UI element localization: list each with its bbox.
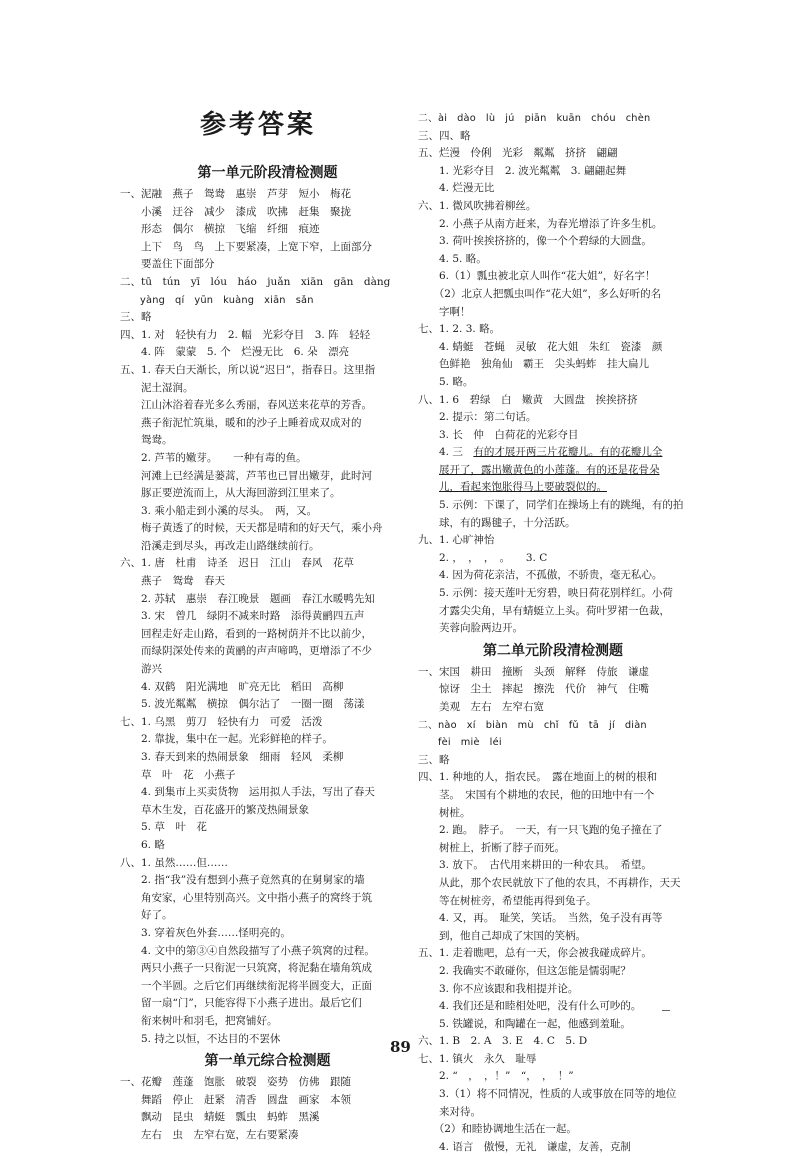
answer-line: 飘动 昆虫 蜻蜓 瓢虫 蚂蚱 黑溪	[120, 1111, 320, 1124]
answer-line: 一、花瓣 莲蓬 饱胀 破裂 姿势 仿佛 跟随	[120, 1076, 351, 1089]
answer-line-prefix	[418, 464, 439, 476]
answer-line: 八、1. 虽然……但……	[120, 856, 228, 869]
answer-line: 燕子 鸳鸯 春天	[120, 575, 225, 588]
answer-line: 字啊！	[418, 305, 471, 318]
answer-line: 3. 放下。 古代用来耕田的一种农具。 希望。	[418, 859, 652, 872]
answer-line: 4. 又，再。 耻笑，笑话。 当然，兔子没有再等	[418, 912, 663, 925]
left-column	[120, 160, 405, 1144]
answer-line: 4. 语言 傲慢，无礼 谦虚，友善，克制	[418, 1140, 631, 1153]
answer-line: 二、tū tún yī lóu háo juǎn xiān gān dàng	[120, 275, 391, 288]
answer-line: 草 叶 花 小燕子	[120, 768, 236, 781]
answer-line-prefix: 4. 三	[418, 446, 474, 459]
answer-line: 惊讶 尘土 摔起 擦洗 代价 神气 住嘴	[418, 683, 649, 696]
answer-line: 形态 偶尔 横掠 飞缩 纤细 痕迹	[120, 223, 320, 236]
answer-line: 4. 我们还是和睦相处吧，没有什么可吵的。	[418, 1000, 642, 1013]
answer-line: 一个半圆。之后它们再继续衔泥将半圆变大，正面	[120, 979, 372, 992]
answer-line: 4. 蜻蜓 苍蝇 灵敏 花大姐 朱红 瓷漆 颜	[418, 340, 663, 353]
answer-line: 一、宋国 耕田 撞断 头颈 解释 侍旅 谦虚	[418, 665, 649, 678]
answer-line: 好了。	[120, 909, 173, 922]
main-title: 参考答案	[200, 110, 317, 140]
answer-line: 衔来树叶和羽毛，把窝铺好。	[120, 1014, 278, 1027]
answer-line: 球，有的踢毽子，十分活跃。	[418, 516, 576, 529]
answer-line: 5. 略。	[418, 375, 474, 388]
answer-line: 梅子黄透了的时候，天天都是晴和的好天气，乘小舟	[120, 522, 383, 535]
section-heading: 第一单元综合检测题	[204, 1053, 331, 1070]
answer-line: 草木生发，百花盛开的繁茂热闹景象	[120, 803, 309, 816]
answer-line: 2. 苏轼 惠崇 春江晚景 题画 春江水暖鸭先知	[120, 592, 375, 605]
answer-line: 等在树桩旁，希望能再得到兔子。	[418, 894, 597, 907]
answer-line: 美观 左右 左窄右宽	[418, 701, 544, 713]
answer-line: 而绿阴深处传来的黄鹂的声声啼鸣，更增添了不少	[120, 645, 372, 658]
answer-line: 2. 我确实不敢碰你，但这怎能是懦弱呢？	[418, 964, 631, 977]
answer-line: 三、四、略	[418, 129, 471, 142]
answer-line: 3. 春天到来的热闹景象 细雨 轻风 柔柳	[120, 751, 344, 763]
answer-line: 5. 草 叶 花	[120, 821, 207, 834]
underlined-text: 有的才展开两三片花瓣儿。有的花瓣儿全	[473, 446, 663, 459]
answer-line: 一、泥融 燕子 鸳鸯 惠崇 芦芽 短小 梅花	[120, 188, 351, 200]
answer-line: 七、1. 2. 3. 略。	[418, 323, 501, 336]
answer-line: 2. 芦苇的嫩芽。 一种有毒的鱼。	[120, 451, 307, 464]
answer-line: 2. 靠拢，集中在一起。光彩鲜艳的样子。	[120, 733, 333, 746]
underlined-text: 展开了，露出嫩黄色的小莲蓬。有的还是花骨朵	[439, 463, 660, 476]
answer-line: 六、1. 微风吹拂着柳丝。	[418, 199, 537, 212]
answer-line: 六、1. B 2. A 3. E 4. C 5. D	[418, 1035, 588, 1048]
underlined-text: 儿，看起来饱胀得马上要破裂似的。	[439, 481, 607, 494]
answer-line: 五、1. 走着瞧吧，总有一天，你会被我碰成碎片。	[418, 947, 652, 960]
answer-line: 5. 示例：接天莲叶无穷碧，映日荷花别样红。小荷	[418, 587, 673, 600]
page-number: 89	[390, 1038, 411, 1056]
answer-line: 燕子衔泥忙筑巢，暖和的沙子上睡着成双成对的	[120, 416, 362, 429]
answer-line: 从此，那个农民就放下了他的农具，不再耕作，天天	[418, 876, 681, 889]
answer-line: 两只小燕子一只衔泥一只筑窝，将泥黏在墙角筑成	[120, 962, 372, 975]
answer-line: 2. 指“我”没有想到小燕子竟然真的在舅舅家的墙	[120, 874, 365, 887]
answer-line: 要盖住下面部分	[120, 258, 215, 271]
answer-line-prefix	[418, 481, 439, 493]
answer-line: 鸳鸯。	[120, 434, 173, 447]
answer-line: 3. 你不应该跟和我相提并论。	[418, 982, 579, 995]
answer-line: 4. 双鹤 阳光满地 旷亮无比 稻田 高柳	[120, 680, 344, 693]
answer-line: 4. 文中的第③④自然段描写了小燕子筑窝的过程。	[120, 944, 375, 957]
answer-line: 八、1. 6 碧绿 白 嫩黄 大圆盘 挨挨挤挤	[418, 393, 638, 406]
answer-line: 舞蹈 停止 赶紧 清香 圆盘 画家 本领	[120, 1093, 351, 1106]
margin-mark	[662, 1010, 670, 1011]
answer-line: 3.（1）将不同情况，性质的人或事放在同等的地位	[418, 1088, 677, 1101]
answer-line: 河滩上已经满是蒌蒿，芦苇也已冒出嫩芽，此时河	[120, 469, 372, 482]
answer-line: 5. 波光粼粼 横掠 偶尔沾了 一圈一圈 荡漾	[120, 698, 365, 711]
answer-line: 树桩上，折断了脖子而死。	[418, 841, 565, 854]
answer-line: 豚正要逆流而上，从大海回游到江里来了。	[120, 487, 341, 500]
answer-line-underlined	[418, 462, 688, 480]
answer-line: 5. 持之以恒，不达目的不罢休	[120, 1032, 281, 1045]
pinyin-line: 二、nào xí biàn mù chǐ fǔ tā jí diàn	[418, 719, 647, 731]
answer-line: 四、1. 对 轻快有力 2. 幅 光彩夺目 3. 阵 轻轻	[120, 328, 371, 341]
answer-line: 4. 阵 蒙蒙 5. 个 烂漫无比 6. 朵 漂亮	[120, 346, 350, 359]
answer-line: 3. 荷叶挨挨挤挤的，像一个个碧绿的大圆盘。	[418, 235, 652, 248]
answer-line: 小溪 迂谷 减少 漆成 吹拂 赶集 聚拢	[120, 205, 351, 218]
answer-line: 2. ， ， ， 。 3. C	[418, 551, 548, 564]
answer-line: （2）和睦协调地生活在一起。	[418, 1123, 577, 1136]
answer-line: 4. 烂漫无比	[418, 182, 495, 195]
answer-line: 五、1. 春天白天渐长，所以说“迟日”，指春日。这里指	[120, 363, 376, 376]
answer-line: 江山沐浴着春光多么秀丽，春风送来花草的芳香。	[120, 399, 372, 412]
answer-line: 留一扇“门”，只能容得下小燕子进出。最后它们	[120, 997, 362, 1010]
answer-line: 4. 到集市上买卖货物 运用拟人手法，写出了春天	[120, 786, 375, 799]
answer-line: （2）北京人把瓢虫叫作“花大姐”，多么好听的名	[418, 287, 662, 300]
section-heading: 第二单元阶段清检测题	[483, 642, 623, 659]
answer-line: 回程走好走山路，看到的一路树荫并不比以前少，	[120, 627, 372, 640]
answer-line: 5. 示例：下课了，同学们在操场上有的跳绳，有的拍	[418, 499, 684, 512]
answer-line: 到，他自己却成了宋国的笑柄。	[418, 929, 586, 942]
answer-line: 2. 小燕子从南方赶来，为春光增添了许多生机。	[418, 217, 663, 230]
answer-line-underlined	[418, 444, 688, 462]
answer-line: 五、烂漫 伶俐 光彩 粼粼 挤挤 翩翩	[418, 147, 618, 160]
answer-line: 3. 宋 曾几 绿阴不减来时路 添得黄鹂四五声	[120, 610, 365, 623]
answer-line: 2. 跑。 脖子。 一天，有一只飞跑的兔子撞在了	[418, 824, 663, 837]
answer-line: 六、1. 唐 杜甫 诗圣 迟日 江山 春风 花草	[120, 557, 354, 570]
answer-line: 3. 穿着灰色外套……怪明亮的。	[120, 926, 291, 939]
answer-line: 三、略	[120, 311, 152, 324]
answer-line: 5. 铁罐说，和陶罐在一起，他感到羞耻。	[418, 1017, 631, 1030]
answer-line: 三、略	[418, 753, 450, 766]
answer-line: 游兴	[120, 663, 162, 676]
answer-line: 6.（1）瓢虫被北京人叫作“花大姐”，好名字！	[418, 270, 656, 283]
answer-line: 芙蓉向脸两边开。	[418, 622, 523, 635]
answer-line: 七、1. 镇火 永久 耻辱	[418, 1052, 537, 1065]
answer-line: 色鲜艳 独角仙 霸王 尖头蚂蚱 挂大扁儿	[418, 358, 649, 371]
answer-line: 九、1. 心旷神怡	[418, 534, 495, 547]
answer-line: 左右 虫 左窄右宽，左右要紧凑	[120, 1128, 299, 1141]
answer-line: 茎。 宋国有个耕地的农民，他的田地中有一个	[418, 788, 655, 801]
answer-line: 2. “ ， ，！” “， ， ！”	[418, 1070, 574, 1083]
answer-line-underlined	[418, 479, 688, 497]
answer-line: 树桩。	[418, 806, 471, 819]
pinyin-line: 二、ài dào lù jú piān kuān chóu chèn	[418, 113, 651, 124]
answer-line: 4. 5. 略。	[418, 252, 487, 265]
pinyin-line: fèi miè léi	[418, 737, 502, 749]
answer-line: 泥土湿润。	[120, 381, 194, 394]
answer-line: 3. 长 仲 白荷花的光彩夺目	[418, 428, 579, 441]
answer-line: 3. 乘小船走到小溪的尽头。 两，又。	[120, 504, 318, 517]
answer-line: 上下 鸟 鸟 上下要紧凑，上宽下窄，上面部分	[120, 240, 372, 253]
answer-line: 角安家，心里特别高兴。文中指小燕子的窝终于筑	[120, 891, 372, 904]
answer-line: 来对待。	[418, 1105, 481, 1118]
answer-line: 1. 光彩夺目 2. 波光粼粼 3. 翩翩起舞	[418, 164, 627, 177]
answer-line: 6. 略	[120, 838, 165, 851]
answer-line: 沿溪走到尽头，再改走山路继续前行。	[120, 539, 320, 552]
section-heading: 第一单元阶段清检测题	[197, 165, 338, 181]
answer-line: 4. 因为荷花亲洁，不孤傲，不骄贵，毫无私心。	[418, 569, 663, 582]
answer-line: 才露尖尖角，早有蜻蜓立上头。荷叶罗裙一色裁，	[418, 604, 670, 617]
answer-line: 四、1. 种地的人，指农民。 露在地面上的树的根和	[418, 771, 658, 784]
answer-line: 2. 提示：第二句话。	[418, 411, 537, 424]
right-column	[418, 110, 688, 1156]
pinyin-line: yàng qí yūn kuàng xiān sǎn	[120, 294, 314, 306]
answer-line: 七、1. 乌黑 剪刀 轻快有力 可爱 活泼	[120, 715, 323, 728]
